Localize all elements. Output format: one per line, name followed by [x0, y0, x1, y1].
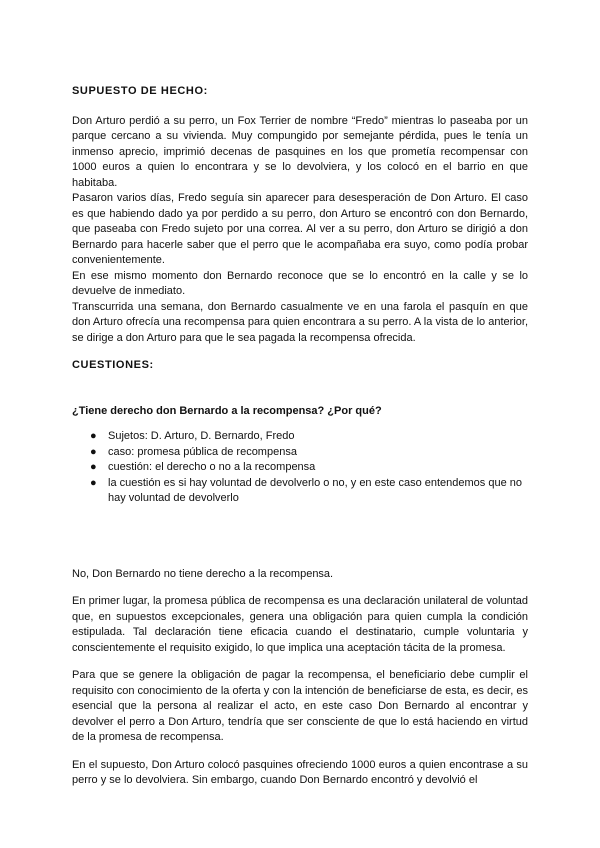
hechos-paragraph-1: Don Arturo perdió a su perro, un Fox Terrier de nombre “Fredo” mientras lo paseaba por un parque cercano a su vivienda. Muy compungido por semejante pérdida, pues le tenía un inmenso aprecio, imprimió decenas de pasquines en los que prometía recompensar con 1000 euros a quien lo encontrara y se lo devolviera, y los colocó en el barrio en que habitaba.	[72, 114, 528, 189]
hechos-paragraph-3: En ese mismo momento don Bernardo reconoce que se lo encontró en la calle y se lo devuelve de inmediato.	[72, 269, 528, 297]
answer-paragraph-2: En primer lugar, la promesa pública de recompensa es una declaración unilateral de voluntad que, en supuestos excepcionales, genera una obligación para quien cumpla la condición estipulada. Tal declaración tiene eficacia cuando el destinatario, cumple voluntaria y conscientemente el requisito exigido, lo que implica una aceptación tácita de la promesa.	[72, 595, 528, 654]
heading-supuesto-de-hecho: SUPUESTO DE HECHO:	[72, 85, 208, 97]
question-text: ¿Tiene derecho don Bernardo a la recompensa? ¿Por qué?	[72, 404, 382, 417]
list-item-text: caso: promesa pública de recompensa	[108, 445, 297, 458]
hechos-paragraph-2: Pasaron varios días, Fredo seguía sin aparecer para desesperación de Don Arturo. El caso es que habiendo dado ya por perdido a su perro, don Arturo se encontró con don Bernardo, que paseaba con Fredo sujeto por una correa. Al ver a su perro, don Arturo se dirigió a don Bernardo para hacerle saber que el perro que le acompañaba era suyo, como podía probar convenientemente.	[72, 192, 528, 266]
document-body	[72, 84, 528, 789]
answer-paragraph-4: En el supuesto, Don Arturo colocó pasquines ofreciendo 1000 euros a quien encontrase a su perro y se lo devolviera. Sin embargo, cuando Don Bernardo encontró y devolvió el	[72, 758, 528, 786]
heading-cuestiones: CUESTIONES:	[72, 359, 154, 371]
list-item-text: cuestión: el derecho o no a la recompensa	[108, 461, 316, 473]
notes-bullet-list	[72, 429, 528, 507]
answer-paragraph-1: No, Don Bernardo no tiene derecho a la recompensa.	[72, 567, 334, 580]
list-item	[72, 476, 528, 507]
list-item	[72, 445, 528, 461]
bullet-icon: ●	[90, 476, 97, 489]
bullet-icon: ●	[90, 445, 97, 458]
answer-paragraph-3: Para que se genere la obligación de pagar la recompensa, el beneficiario debe cumplir el requisito con conocimiento de la oferta y con la intención de beneficiarse de esta, es decir, es esencial que la persona al realizar el acto, en este caso Don Bernardo al encontrar y devolver el perro a Don Arturo, tendría que ser consciente de que lo está haciendo en virtud de la promesa de recompensa.	[72, 669, 528, 743]
list-item-text: la cuestión es si hay voluntad de devolverlo o no, y en este caso entendemos que no hay voluntad de devolverlo	[108, 476, 522, 504]
list-item-text: Sujetos: D. Arturo, D. Bernardo, Fredo	[108, 430, 295, 442]
hechos-paragraph-4: Transcurrida una semana, don Bernardo casualmente ve en una farola el pasquín en que don Arturo ofrecía una recompensa para quien encontrara a su perro. A la vista de lo anterior, se dirige a don Arturo para que le sea pagada la recompensa ofrecida.	[72, 300, 528, 344]
bullet-icon: ●	[90, 461, 97, 473]
list-item	[72, 429, 528, 445]
list-item	[72, 460, 528, 476]
bullet-icon: ●	[90, 430, 97, 442]
